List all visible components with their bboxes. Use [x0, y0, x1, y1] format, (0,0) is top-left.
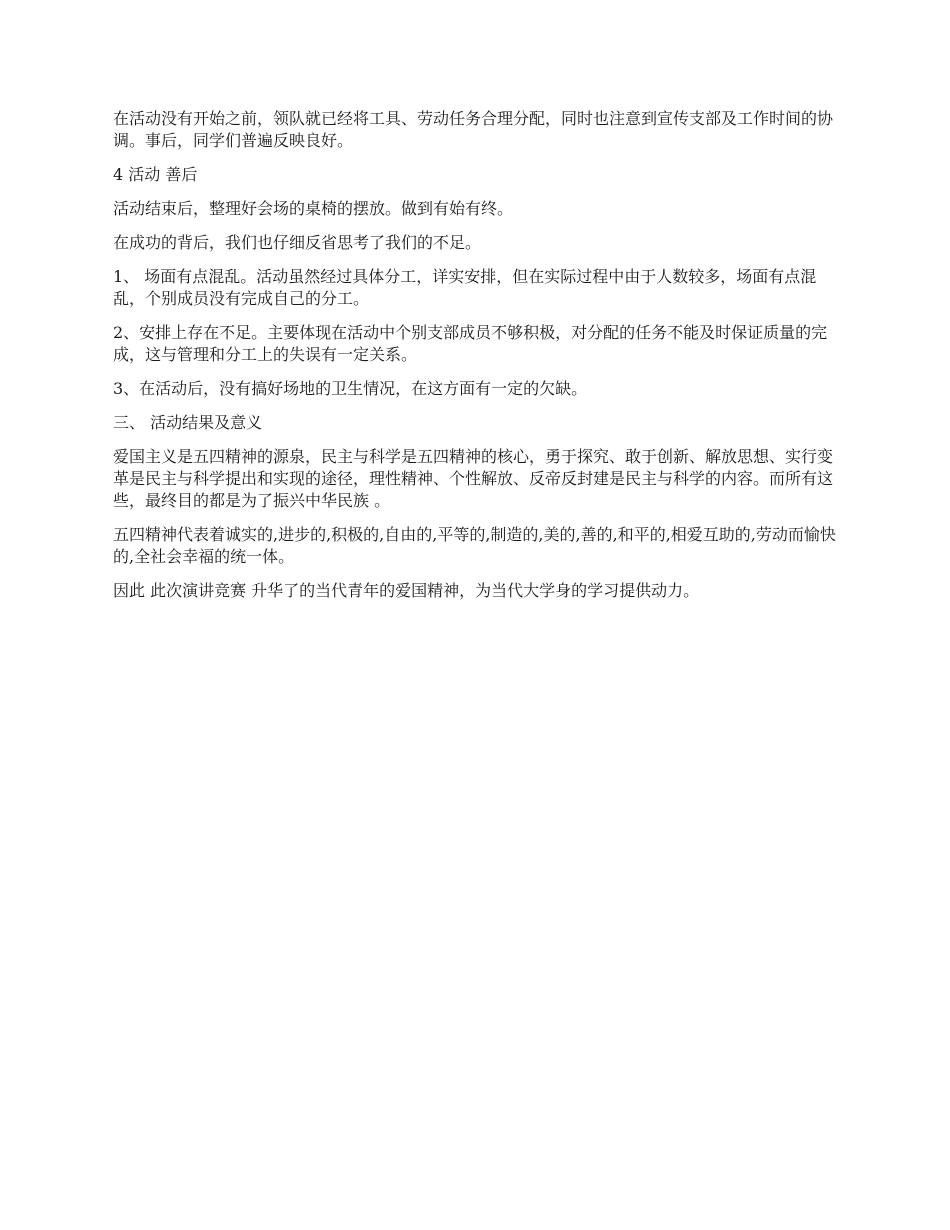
paragraph-conclusion: 因此 此次演讲竞赛 升华了的当代青年的爱国精神，为当代大学身的学习提供动力。 — [113, 581, 700, 600]
paragraph-cleanup: 活动结束后，整理好会场的桌椅的摆放。做到有始有终。 — [113, 199, 514, 218]
document-page — [113, 108, 843, 614]
paragraph-preparation: 在活动没有开始之前，领队就已经将工具、劳动任务合理分配，同时也注意到宣传支部及工作时间的协调。事后，同学们普遍反映良好。 — [113, 109, 834, 150]
paragraph-may-fourth-spirit: 五四精神代表着诚实的,进步的,积极的,自由的,平等的,制造的,美的,善的,和平的,相爱互助的,劳动而愉快的,全社会幸福的统一体。 — [113, 525, 836, 566]
list-item-shortcoming-3: 3、在活动后，没有搞好场地的卫生情况，在这方面有一定的欠缺。 — [113, 379, 588, 398]
list-item-shortcoming-2: 2、安排上存在不足。主要体现在活动中个别支部成员不够积极，对分配的任务不能及时保证质量的完成，这与管理和分工上的失误有一定关系。 — [113, 323, 828, 364]
paragraph-reflection: 在成功的背后，我们也仔细反省思考了我们的不足。 — [113, 233, 482, 252]
section-heading-results: 三、 活动结果及意义 — [113, 413, 263, 432]
paragraph-patriotism: 爱国主义是五四精神的源泉，民主与科学是五四精神的核心，勇于探究、敢于创新、解放思想、实行变革是民主与科学提出和实现的途径，理性精神、个性解放、反帝反封建是民主与科学的内容。而所有这些，最终目的都是为了振兴中华民族 。 — [113, 447, 834, 510]
section-heading-aftermath: 4 活动 善后 — [113, 165, 198, 184]
list-item-shortcoming-1: 1、 场面有点混乱。活动虽然经过具体分工，详实安排，但在实际过程中由于人数较多，场面有点混乱，个别成员没有完成自己的分工。 — [113, 267, 817, 308]
